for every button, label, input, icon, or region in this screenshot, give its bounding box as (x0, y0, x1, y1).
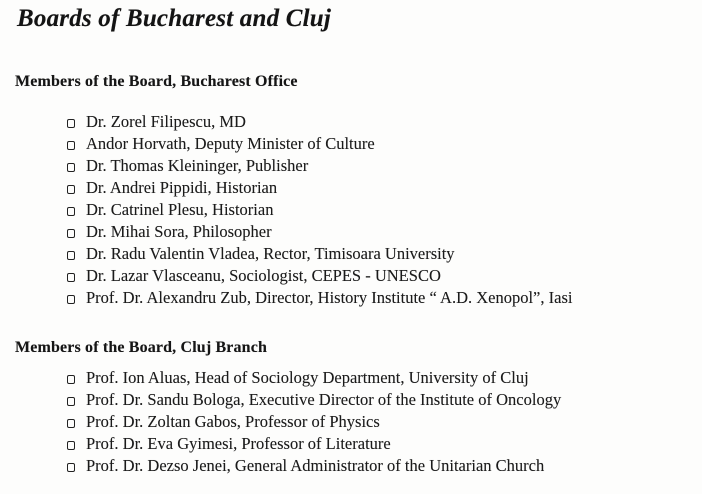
list-item (67, 133, 572, 155)
list-item (67, 367, 561, 389)
member-text: Dr. Zorel Filipescu, MD (86, 112, 246, 131)
member-text: Dr. Radu Valentin Vladea, Rector, Timisoara University (86, 244, 455, 263)
square-bullet-icon (67, 119, 75, 128)
member-text: Dr. Mihai Sora, Philosopher (86, 222, 272, 241)
list-item (67, 221, 572, 243)
square-bullet-icon (67, 163, 75, 172)
list-item (67, 111, 572, 133)
member-text: Prof. Dr. Alexandru Zub, Director, History Institute “ A.D. Xenopol”, Iasi (86, 288, 573, 307)
list-item (67, 155, 572, 177)
square-bullet-icon (67, 397, 75, 406)
square-bullet-icon (67, 295, 75, 304)
list-item (67, 411, 561, 433)
list-item (67, 243, 572, 265)
list-item (67, 389, 561, 411)
member-text: Dr. Lazar Vlasceanu, Sociologist, CEPES - UNESCO (86, 266, 441, 285)
list-item (67, 455, 561, 477)
list-item (67, 287, 572, 309)
member-text: Prof. Dr. Dezso Jenei, General Administrator of the Unitarian Church (86, 456, 545, 475)
list-item (67, 177, 572, 199)
member-text: Prof. Dr. Zoltan Gabos, Professor of Physics (86, 412, 380, 431)
member-text: Prof. Ion Aluas, Head of Sociology Department, University of Cluj (86, 368, 529, 387)
list-item (67, 199, 572, 221)
square-bullet-icon (67, 251, 75, 260)
member-text: Dr. Andrei Pippidi, Historian (86, 178, 278, 197)
member-text: Prof. Dr. Eva Gyimesi, Professor of Literature (86, 434, 391, 453)
square-bullet-icon (67, 419, 75, 428)
square-bullet-icon (67, 207, 75, 216)
member-text: Dr. Catrinel Plesu, Historian (86, 200, 274, 219)
square-bullet-icon (67, 273, 75, 282)
square-bullet-icon (67, 441, 75, 450)
cluj-member-list (67, 367, 561, 477)
list-item (67, 433, 561, 455)
member-text: Andor Horvath, Deputy Minister of Culture (86, 134, 375, 153)
member-text: Prof. Dr. Sandu Bologa, Executive Director of the Institute of Oncology (86, 390, 562, 409)
square-bullet-icon (67, 185, 75, 194)
bucharest-member-list (67, 111, 572, 309)
square-bullet-icon (67, 141, 75, 150)
square-bullet-icon (67, 463, 75, 472)
section-heading-cluj: Members of the Board, Cluj Branch (15, 339, 268, 356)
section-heading-bucharest: Members of the Board, Bucharest Office (15, 73, 298, 90)
square-bullet-icon (67, 375, 75, 384)
member-text: Dr. Thomas Kleininger, Publisher (86, 156, 309, 175)
document-title: Boards of Bucharest and Cluj (17, 5, 332, 32)
square-bullet-icon (67, 229, 75, 238)
list-item (67, 265, 572, 287)
